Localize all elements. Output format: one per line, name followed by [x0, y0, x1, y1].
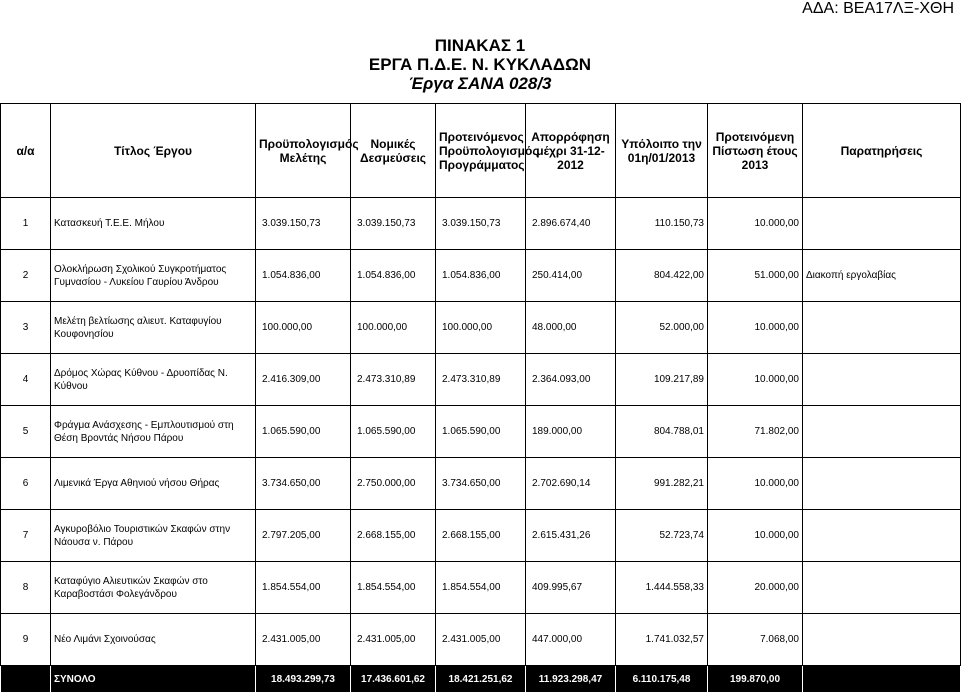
row-absorption: 409.995,67	[526, 562, 616, 614]
ada-code: ΑΔΑ: ΒΕΑ17ΛΞ-ΧΘΗ	[802, 0, 954, 17]
row-legal: 2.668.155,00	[351, 510, 436, 562]
col-header-title: Τίτλος Έργου	[51, 104, 256, 198]
row-proposed: 3.734.650,00	[436, 458, 526, 510]
row-absorption: 48.000,00	[526, 302, 616, 354]
row-credit: 10.000,00	[708, 354, 803, 406]
row-notes	[803, 406, 961, 458]
total-absorption: 11.923.298,47	[526, 666, 616, 693]
row-credit: 20.000,00	[708, 562, 803, 614]
row-budget: 100.000,00	[256, 302, 351, 354]
table-number-title: ΠΙΝΑΚΑΣ 1	[434, 36, 526, 55]
row-credit: 71.802,00	[708, 406, 803, 458]
row-budget: 2.431.005,00	[256, 614, 351, 666]
row-title: Καταφύγιο Αλιευτικών Σκαφών στο Καραβοστάσι Φολεγάνδρου	[51, 562, 256, 614]
row-credit: 7.068,00	[708, 614, 803, 666]
row-remaining: 1.444.558,33	[616, 562, 708, 614]
row-proposed: 1.854.554,00	[436, 562, 526, 614]
row-notes	[803, 614, 961, 666]
row-title: Αγκυροβόλιο Τουριστικών Σκαφών στην Νάουσα ν. Πάρου	[51, 510, 256, 562]
row-legal: 100.000,00	[351, 302, 436, 354]
row-credit: 51.000,00	[708, 250, 803, 302]
row-notes	[803, 198, 961, 250]
row-remaining: 804.788,01	[616, 406, 708, 458]
row-number: 3	[1, 302, 51, 354]
row-number: 6	[1, 458, 51, 510]
table-row	[1, 406, 961, 458]
projects-table	[0, 103, 961, 693]
row-budget: 1.854.554,00	[256, 562, 351, 614]
col-header-legal: Νομικές Δεσμεύσεις	[351, 104, 436, 198]
row-notes	[803, 458, 961, 510]
row-budget: 3.039.150,73	[256, 198, 351, 250]
total-legal: 17.436.601,62	[351, 666, 436, 693]
total-remaining: 6.110.175,48	[616, 666, 708, 693]
row-remaining: 110.150,73	[616, 198, 708, 250]
row-absorption: 2.364.093,00	[526, 354, 616, 406]
total-proposed: 18.421.251,62	[436, 666, 526, 693]
table-row	[1, 198, 961, 250]
table-row	[1, 302, 961, 354]
table-row	[1, 354, 961, 406]
table-row	[1, 458, 961, 510]
row-absorption: 189.000,00	[526, 406, 616, 458]
row-proposed: 1.065.590,00	[436, 406, 526, 458]
total-credit: 199.870,00	[708, 666, 803, 693]
row-number: 1	[1, 198, 51, 250]
row-number: 9	[1, 614, 51, 666]
row-number: 7	[1, 510, 51, 562]
row-notes	[803, 510, 961, 562]
col-header-credit: Προτεινόμενη Πίστωση έτους 2013	[708, 104, 803, 198]
row-notes	[803, 302, 961, 354]
table-header-row	[1, 104, 961, 198]
row-absorption: 2.702.690,14	[526, 458, 616, 510]
row-notes	[803, 562, 961, 614]
row-title: Μελέτη βελτίωσης αλιευτ. Καταφυγίου Κουφονησίου	[51, 302, 256, 354]
row-remaining: 991.282,21	[616, 458, 708, 510]
row-proposed: 3.039.150,73	[436, 198, 526, 250]
row-credit: 10.000,00	[708, 198, 803, 250]
row-legal: 3.039.150,73	[351, 198, 436, 250]
row-notes	[803, 354, 961, 406]
row-proposed: 2.473.310,89	[436, 354, 526, 406]
total-budget: 18.493.299,73	[256, 666, 351, 693]
total-row	[1, 666, 961, 693]
col-header-absorption: Απορρόφηση μέχρι 31-12-2012	[526, 104, 616, 198]
row-absorption: 250.414,00	[526, 250, 616, 302]
row-number: 8	[1, 562, 51, 614]
col-header-notes: Παρατηρήσεις	[803, 104, 961, 198]
row-budget: 1.065.590,00	[256, 406, 351, 458]
col-header-proposed: Προτεινόμενος Προϋπολογισμός Προγράμματος	[436, 104, 526, 198]
row-proposed: 100.000,00	[436, 302, 526, 354]
row-legal: 1.065.590,00	[351, 406, 436, 458]
row-title: Λιμενικά Έργα Αθηνιού νήσου Θήρας	[51, 458, 256, 510]
program-title: Έργα ΣΑΝΑ 028/3	[408, 74, 552, 93]
row-remaining: 52.000,00	[616, 302, 708, 354]
row-absorption: 447.000,00	[526, 614, 616, 666]
total-label: ΣΥΝΟΛΟ	[51, 666, 256, 693]
row-legal: 1.854.554,00	[351, 562, 436, 614]
row-credit: 10.000,00	[708, 458, 803, 510]
col-header-budget: Προϋπολογισμός Μελέτης	[256, 104, 351, 198]
row-proposed: 2.431.005,00	[436, 614, 526, 666]
row-title: Δρόμος Χώρας Κύθνου - Δρυοπίδας Ν. Κύθνου	[51, 354, 256, 406]
table-row	[1, 250, 961, 302]
row-credit: 10.000,00	[708, 302, 803, 354]
row-notes: Διακοπή εργολαβίας	[803, 250, 961, 302]
row-remaining: 52.723,74	[616, 510, 708, 562]
row-credit: 10.000,00	[708, 510, 803, 562]
row-legal: 2.431.005,00	[351, 614, 436, 666]
col-header-number: α/α	[1, 104, 51, 198]
row-title: Φράγμα Ανάσχεσης - Εμπλουτισμού στη Θέση Βροντάς Νήσου Πάρου	[51, 406, 256, 458]
row-number: 5	[1, 406, 51, 458]
row-remaining: 1.741.032,57	[616, 614, 708, 666]
row-proposed: 1.054.836,00	[436, 250, 526, 302]
row-title: Ολοκλήρωση Σχολικού Συγκροτήματος Γυμνασίου - Λυκείου Γαυρίου Άνδρου	[51, 250, 256, 302]
row-proposed: 2.668.155,00	[436, 510, 526, 562]
row-absorption: 2.615.431,26	[526, 510, 616, 562]
row-legal: 1.054.836,00	[351, 250, 436, 302]
row-number: 2	[1, 250, 51, 302]
col-header-remaining: Υπόλοιπο την 01η/01/2013	[616, 104, 708, 198]
organization-title: ΕΡΓΑ Π.Δ.Ε. Ν. ΚΥΚΛΑΔΩΝ	[368, 55, 592, 74]
row-budget: 3.734.650,00	[256, 458, 351, 510]
table-row	[1, 510, 961, 562]
row-legal: 2.473.310,89	[351, 354, 436, 406]
row-number: 4	[1, 354, 51, 406]
row-absorption: 2.896.674,40	[526, 198, 616, 250]
row-remaining: 804.422,00	[616, 250, 708, 302]
row-remaining: 109.217,89	[616, 354, 708, 406]
row-title: Νέο Λιμάνι Σχοινούσας	[51, 614, 256, 666]
row-budget: 2.416.309,00	[256, 354, 351, 406]
row-budget: 2.797.205,00	[256, 510, 351, 562]
row-legal: 2.750.000,00	[351, 458, 436, 510]
row-budget: 1.054.836,00	[256, 250, 351, 302]
row-title: Κατασκευή Τ.Ε.Ε. Μήλου	[51, 198, 256, 250]
table-row	[1, 614, 961, 666]
table-row	[1, 562, 961, 614]
document-titles	[0, 36, 960, 93]
